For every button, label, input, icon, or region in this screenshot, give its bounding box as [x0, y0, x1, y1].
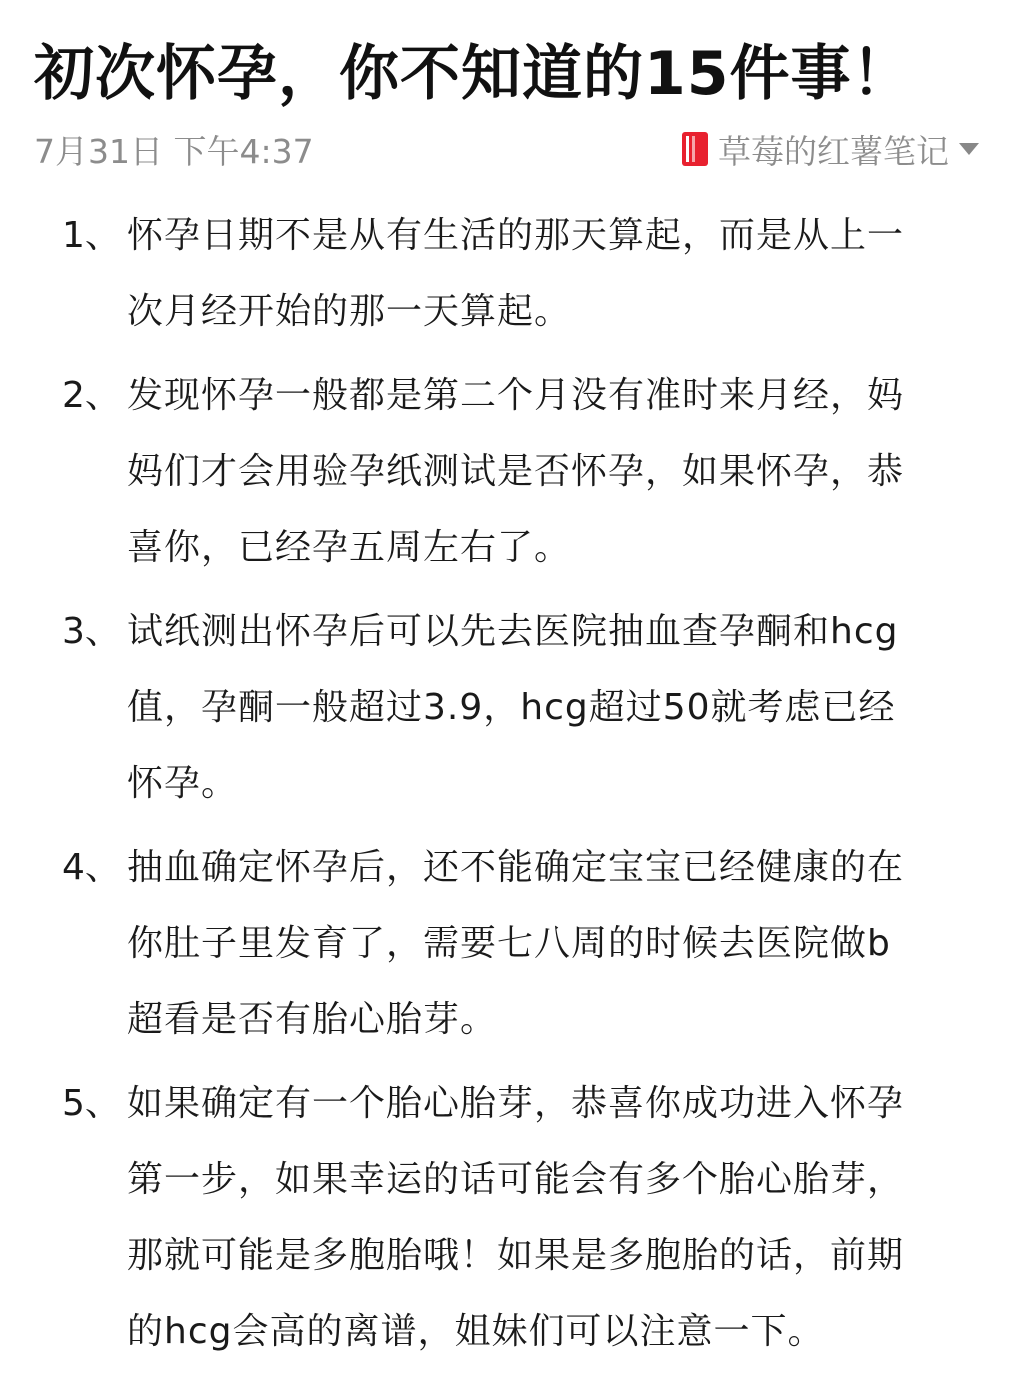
note-meta-bar	[34, 126, 979, 172]
notebook-icon	[682, 132, 708, 166]
triangle-down-icon	[959, 143, 979, 155]
list-item-text-line: 抽血确定怀孕后，还不能确定宝宝已经健康的在	[127, 847, 905, 888]
list-item-text-line: 的hcg会高的离谱，姐妹们可以注意一下。	[127, 1311, 825, 1352]
list-item-number: 5、	[62, 1083, 121, 1124]
list-item-number: 1、	[62, 215, 121, 256]
note-body	[0, 198, 1017, 1378]
list-item	[0, 358, 1017, 586]
list-item-text-line: 妈们才会用验孕纸测试是否怀孕，如果怀孕，恭	[127, 451, 905, 492]
notebook-name: 草莓的红薯笔记	[718, 131, 949, 171]
list-item-text-line: 如果确定有一个胎心胎芽，恭喜你成功进入怀孕	[127, 1083, 905, 1124]
note-title: 初次怀孕，你不知道的15件事！	[34, 39, 913, 109]
notebook-selector[interactable]	[682, 126, 979, 173]
list-item-text-line: 发现怀孕一般都是第二个月没有准时来月经，妈	[127, 375, 905, 416]
list-item-text-line: 那就可能是多胞胎哦！如果是多胞胎的话，前期	[127, 1235, 905, 1276]
list-item-text-line: 怀孕日期不是从有生活的那天算起，而是从上一	[127, 215, 905, 256]
list-item-text-line: 次月经开始的那一天算起。	[127, 291, 572, 332]
list-item-text-line: 怀孕。	[127, 763, 239, 804]
list-item-text-line: 你肚子里发育了，需要七八周的时候去医院做b	[127, 923, 891, 964]
list-item-text-line: 值，孕酮一般超过3.9，hcg超过50就考虑已经	[127, 687, 896, 728]
list-item	[0, 1066, 1017, 1370]
list-item-text-line: 喜你，已经孕五周左右了。	[127, 527, 572, 568]
note-date: 7月31日 下午4:37	[34, 131, 314, 171]
list-item-number: 4、	[62, 847, 121, 888]
list-item-number: 2、	[62, 375, 121, 416]
list-item	[0, 198, 1017, 350]
list-item-text-line: 超看是否有胎心胎芽。	[127, 999, 498, 1040]
list-item-number: 3、	[62, 611, 121, 652]
list-item-text-line: 试纸测出怀孕后可以先去医院抽血查孕酮和hcg	[127, 611, 899, 652]
list-item	[0, 594, 1017, 822]
list-item-text-line: 第一步，如果幸运的话可能会有多个胎心胎芽，	[127, 1159, 905, 1200]
list-item	[0, 830, 1017, 1058]
